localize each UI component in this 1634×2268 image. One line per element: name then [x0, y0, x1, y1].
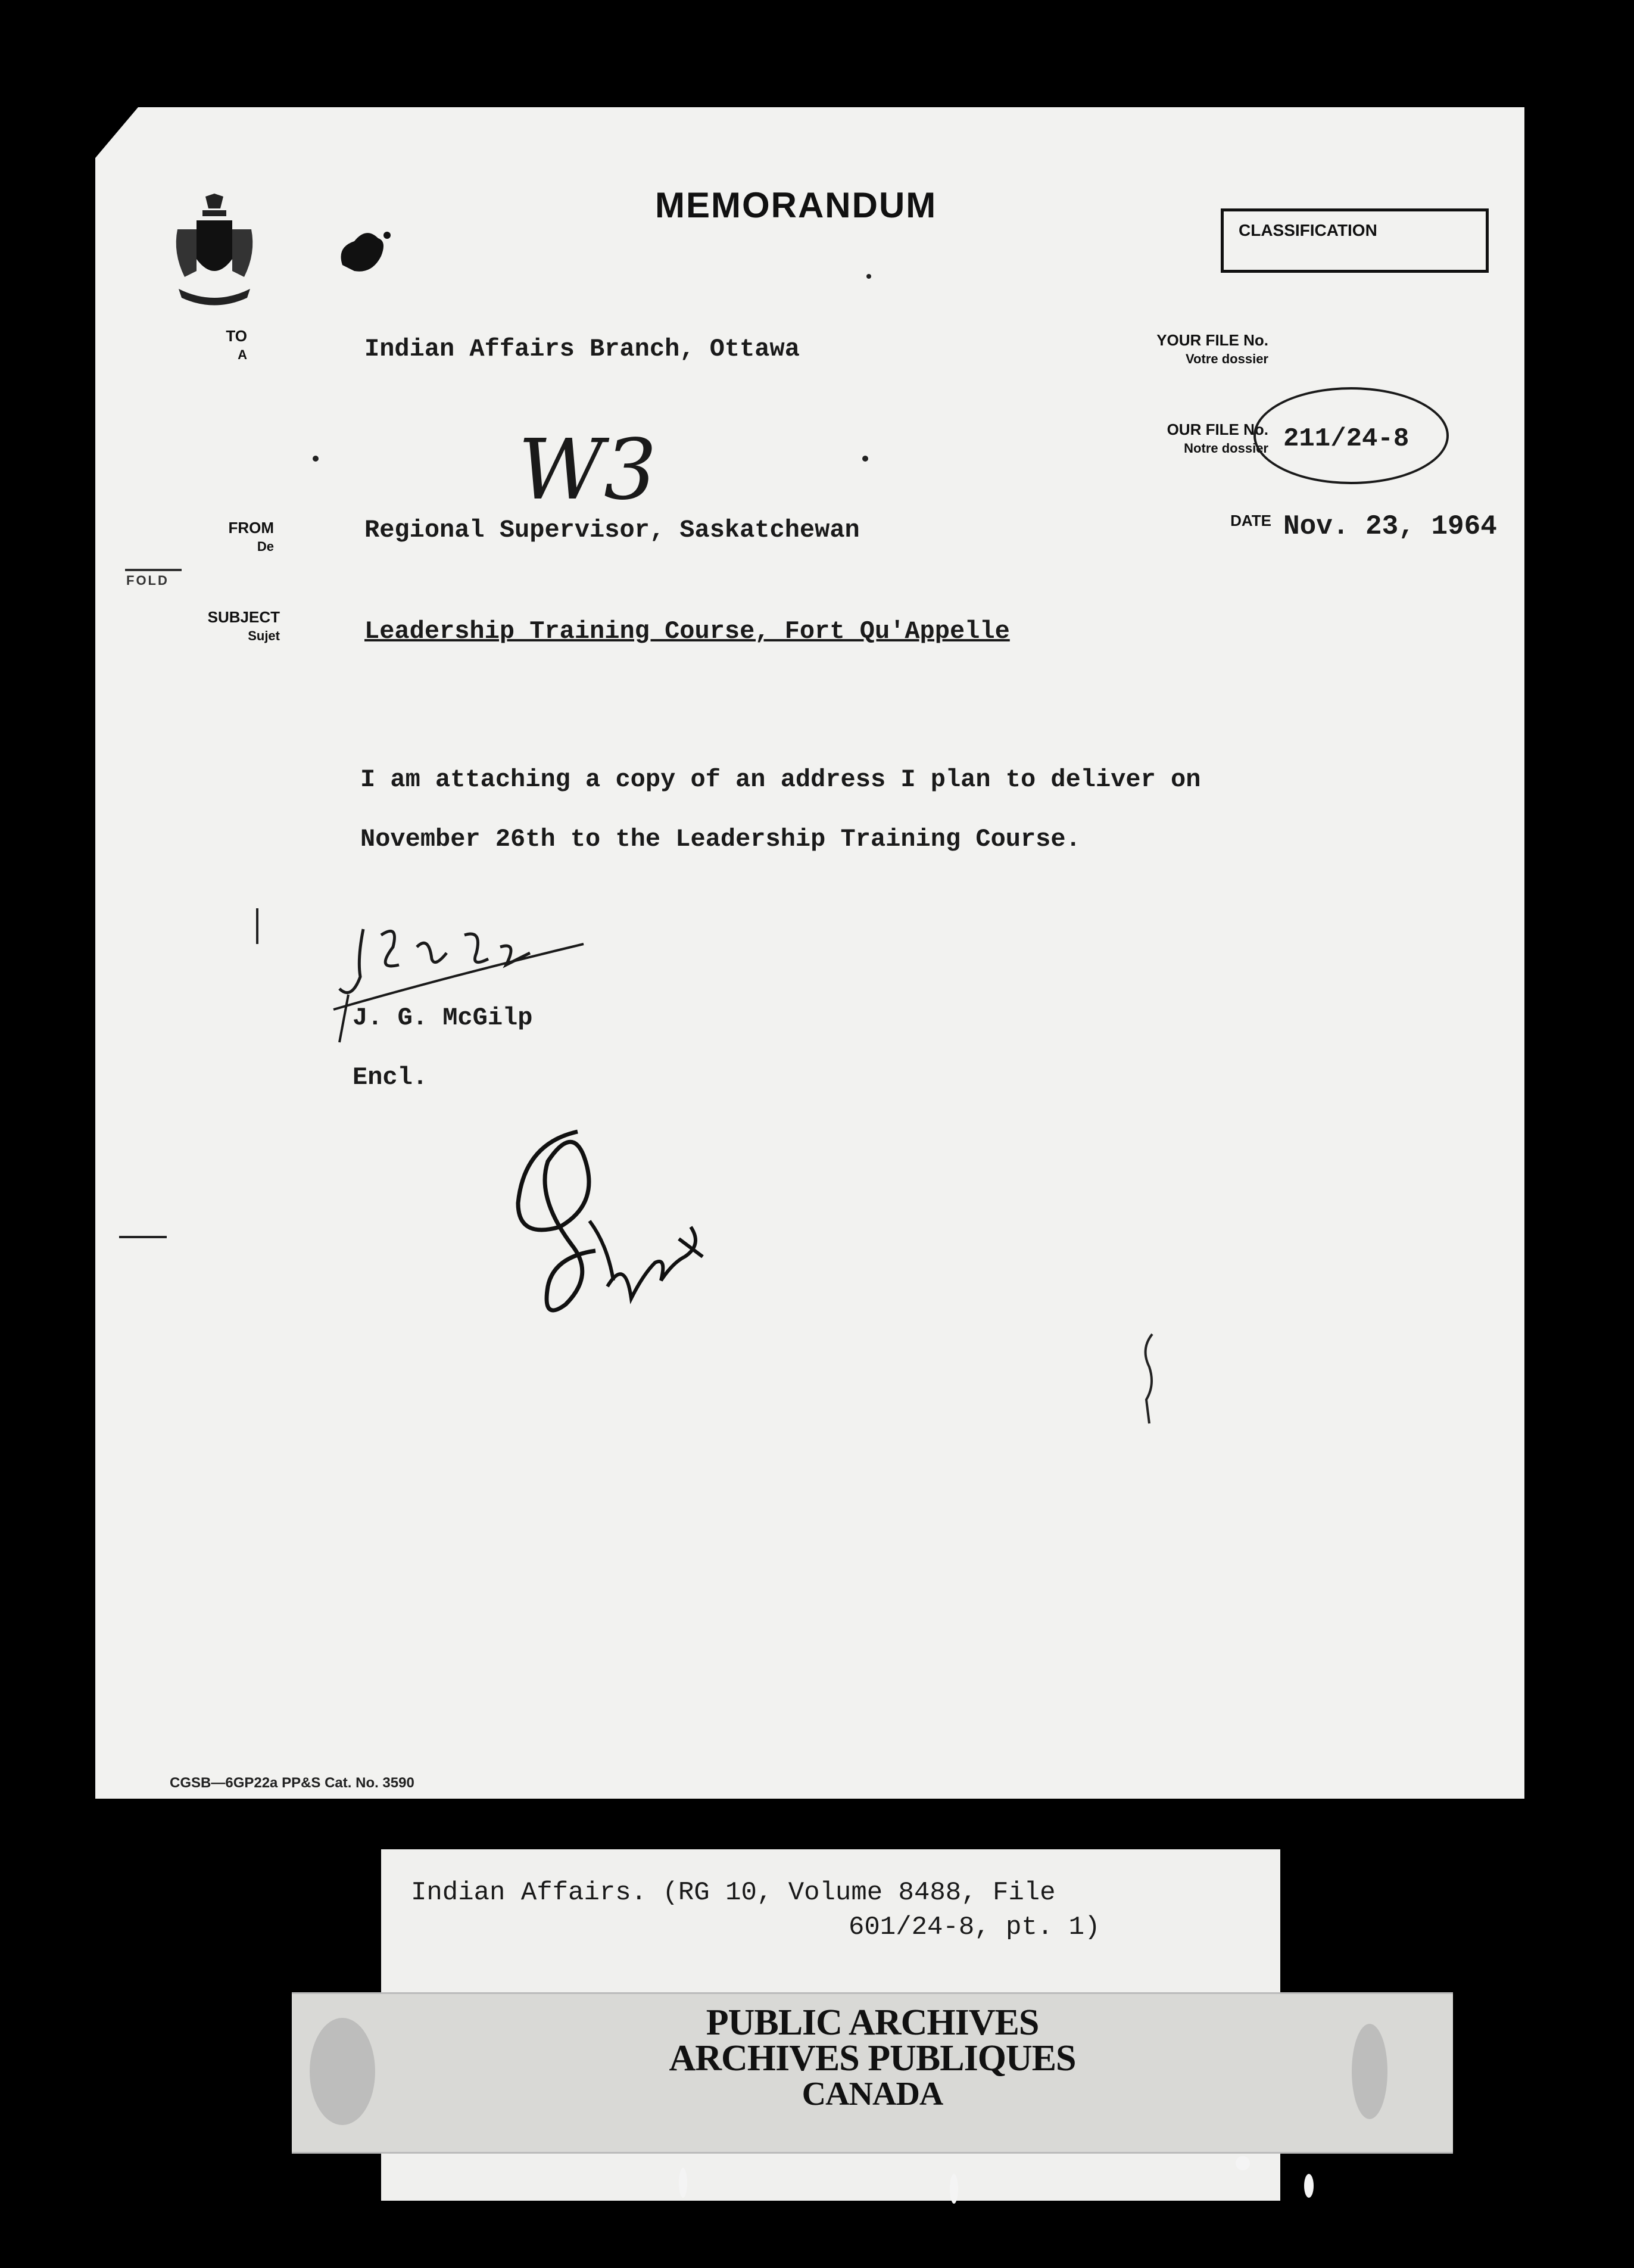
stamp-line-3: CANADA	[802, 2076, 943, 2113]
from-label-en: FROM	[228, 519, 274, 537]
your-file-label-fr: Votre dossier	[1186, 351, 1268, 366]
coat-of-arms-icon	[173, 194, 256, 313]
pen-mark	[1137, 1331, 1161, 1426]
date-label: DATE	[1230, 512, 1271, 529]
fold-mark	[125, 569, 182, 571]
to-label	[197, 326, 247, 364]
subject-label-en: SUBJECT	[207, 608, 280, 626]
archive-stamp	[292, 2002, 1453, 2113]
enclosure-note: Encl.	[353, 1063, 428, 1092]
film-speck	[950, 2174, 958, 2204]
fold-label: FOLD	[126, 573, 169, 588]
film-speck	[679, 2168, 687, 2198]
classification-box	[1221, 208, 1489, 273]
your-file-label	[1066, 331, 1268, 369]
handwritten-annotation	[488, 1108, 738, 1358]
to-label-en: TO	[226, 327, 247, 345]
signatory-name: J. G. McGilp	[353, 1004, 533, 1032]
your-file-label-en: YOUR FILE No.	[1156, 331, 1268, 349]
to-label-fr: A	[238, 347, 247, 362]
stamp-line-2: ARCHIVES PUBLIQUES	[669, 2038, 1076, 2079]
ink-blot	[330, 223, 396, 277]
to-value: Indian Affairs Branch, Ottawa	[364, 335, 800, 363]
from-label-fr: De	[257, 539, 274, 554]
archive-stamp-band	[292, 1992, 1453, 2154]
our-file-label	[1054, 420, 1268, 458]
mark-dot	[866, 274, 871, 279]
body-line-2: November 26th to the Leadership Training Course.	[360, 825, 1081, 853]
margin-mark	[256, 908, 258, 944]
memo-sheet	[95, 107, 1524, 1799]
our-file-label-en: OUR FILE No.	[1167, 420, 1268, 438]
handwritten-code: W3	[518, 422, 657, 519]
reference-line-2: 601/24-8, pt. 1)	[849, 1912, 1100, 1942]
reference-line-1: Indian Affairs. (RG 10, Volume 8488, File	[411, 1878, 1056, 1908]
margin-mark	[119, 1236, 167, 1238]
subject-label-fr: Sujet	[248, 628, 280, 643]
film-speck	[1304, 2174, 1314, 2198]
date-value: Nov. 23, 1964	[1283, 511, 1497, 542]
body-line-1: I am attaching a copy of an address I plan to deliver on	[360, 765, 1201, 794]
mark-dot	[862, 456, 868, 462]
stamp-line-1: PUBLIC ARCHIVES	[706, 2002, 1039, 2043]
from-value: Regional Supervisor, Saskatchewan	[364, 516, 860, 544]
our-file-label-fr: Notre dossier	[1184, 441, 1268, 456]
mark-dot	[313, 456, 319, 462]
film-speck	[1236, 2156, 1250, 2170]
our-file-value: 211/24-8	[1283, 424, 1410, 454]
subject-label	[179, 608, 280, 646]
subject-value: Leadership Training Course, Fort Qu'Appelle	[364, 617, 1010, 646]
classification-label: CLASSIFICATION	[1239, 221, 1377, 239]
form-code: CGSB—6GP22a PP&S Cat. No. 3590	[170, 1775, 414, 1791]
memo-title: MEMORANDUM	[655, 185, 937, 225]
from-label	[179, 518, 274, 556]
